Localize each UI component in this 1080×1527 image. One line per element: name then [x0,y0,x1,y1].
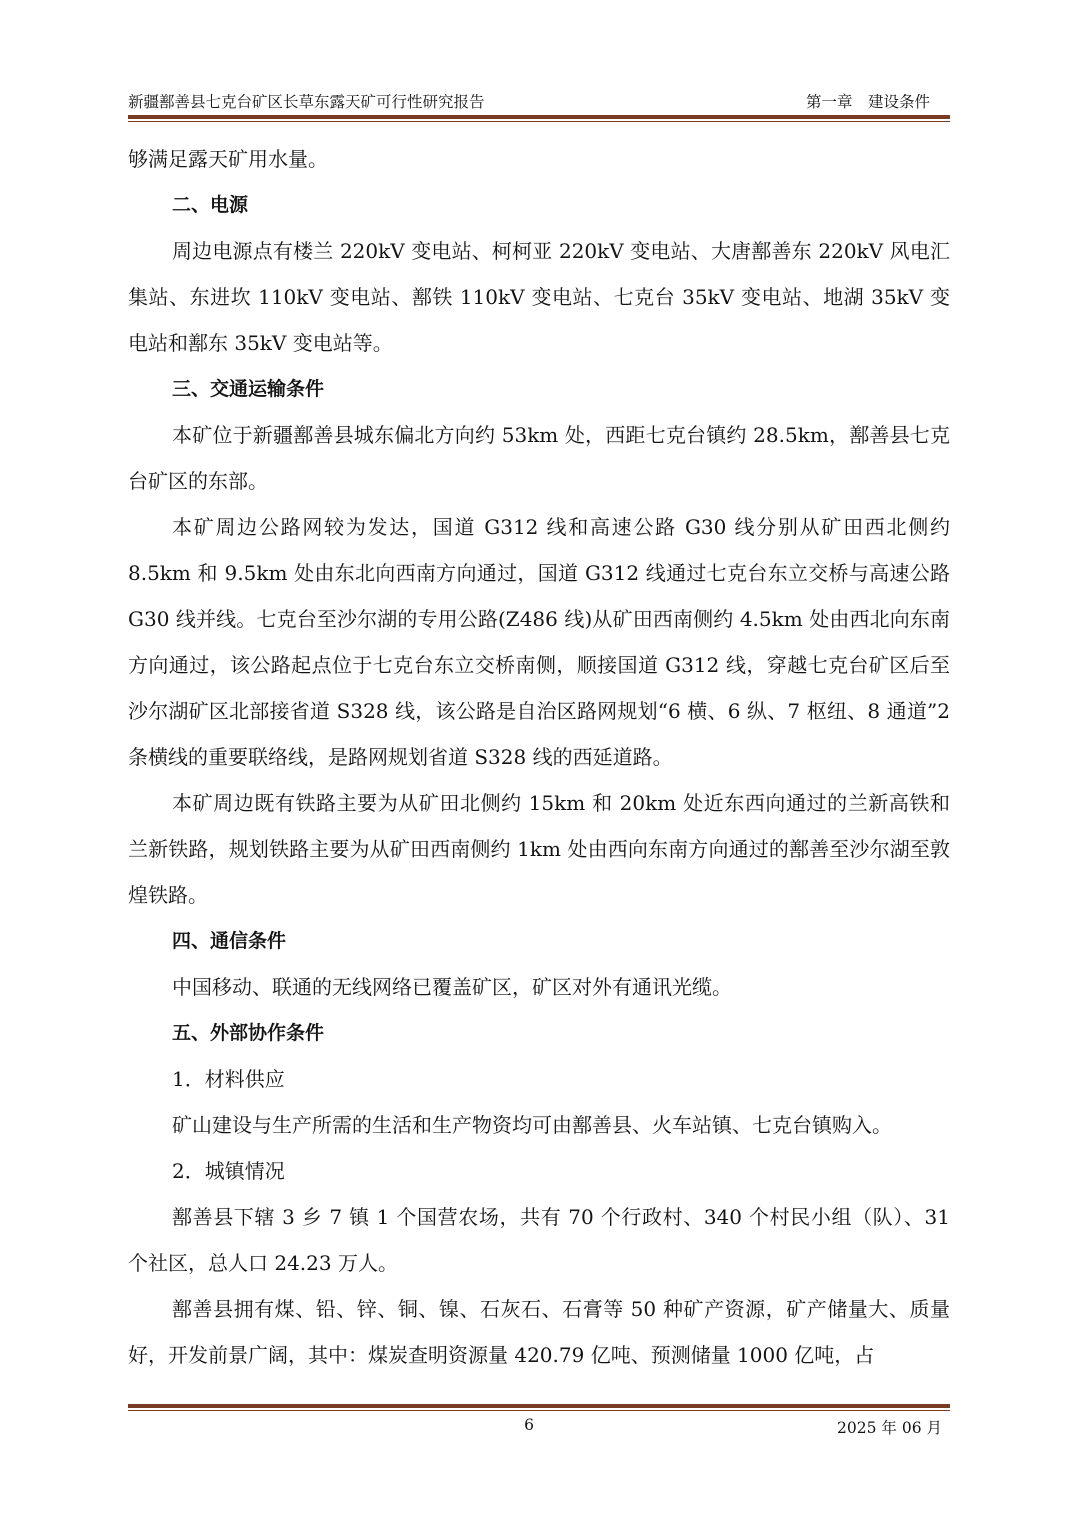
heading-transport: 三、交通运输条件 [172,378,325,400]
chapter-title: 第一章 建设条件 [805,93,930,111]
footer-rule [128,1404,950,1411]
paragraph-rail: 本矿周边既有铁路主要为从矿田北侧约 15km 和 20km 处近东西向通过的兰新高铁和兰新铁路，规划铁路主要为从矿田西南侧约 1km 处由西向东南方向通过的鄯善至沙尔湖至敦煌铁路。 [128,791,950,907]
paragraph-communication: 中国移动、联通的无线网络已覆盖矿区，矿区对外有通讯光缆。 [172,975,732,999]
heading-communication: 四、通信条件 [172,930,287,952]
heading-power: 二、电源 [172,194,249,216]
paragraph-power: 周边电源点有楼兰 220kV 变电站、柯柯亚 220kV 变电站、大唐鄯善东 220kV 风电汇集站、东进坎 110kV 变电站、鄯铁 110kV 变电站、七克台 35kV 变电站、地湖 35kV 变电站和鄯东 35kV 变电站等。 [128,239,950,355]
paragraph-water-end: 够满足露天矿用水量。 [128,147,328,171]
heading-external-cooperation: 五、外部协作条件 [172,1022,325,1044]
paragraph-towns: 鄯善县下辖 3 乡 7 镇 1 个国营农场，共有 70 个行政村、340 个村民小组（队）、31 个社区，总人口 24.23 万人。 [128,1205,950,1275]
subheading-towns: 2．城镇情况 [172,1159,285,1183]
paragraph-materials: 矿山建设与生产所需的生活和生产物资均可由鄯善县、火车站镇、七克台镇购入。 [172,1113,892,1137]
paragraph-location: 本矿位于新疆鄯善县城东偏北方向约 53km 处，西距七克台镇约 28.5km，鄯善县七克台矿区的东部。 [128,423,950,493]
paragraph-roads: 本矿周边公路网较为发达，国道 G312 线和高速公路 G30 线分别从矿田西北侧约 8.5km 和 9.5km 处由东北向西南方向通过，国道 G312 线通过七克台东立交桥与高速公路 G30 线并线。七克台至沙尔湖的专用公路(Z486 线)从矿田西南侧约 4.5km 处由西北向东南方向通过，该公路起点位于七克台东立交桥南侧，顺接国道 G312 线，穿越七克台矿区后至沙尔湖矿区北部接省道 S328 线，该公路是自治区路网规划“6 横、6 纵、7 枢纽、8 通道”2 条横线的重要联络线，是路网规划省道 S328 线的西延道路。 [128,515,950,769]
page-header [128,88,950,118]
paragraph-resources: 鄯善县拥有煤、铅、锌、铜、镍、石灰石、石膏等 50 种矿产资源，矿产储量大、质量好，开发前景广阔，其中：煤炭查明资源量 420.79 亿吨、预测储量 1000 亿吨，占 [128,1297,950,1367]
report-date: 2025 年 06 月 [837,1419,942,1437]
document-body [128,136,950,1378]
subheading-materials: 1．材料供应 [172,1067,285,1091]
report-title: 新疆鄯善县七克台矿区长草东露天矿可行性研究报告 [128,93,485,111]
header-rule [128,115,950,122]
page-footer [128,1414,950,1444]
page-number: 6 [524,1416,534,1434]
